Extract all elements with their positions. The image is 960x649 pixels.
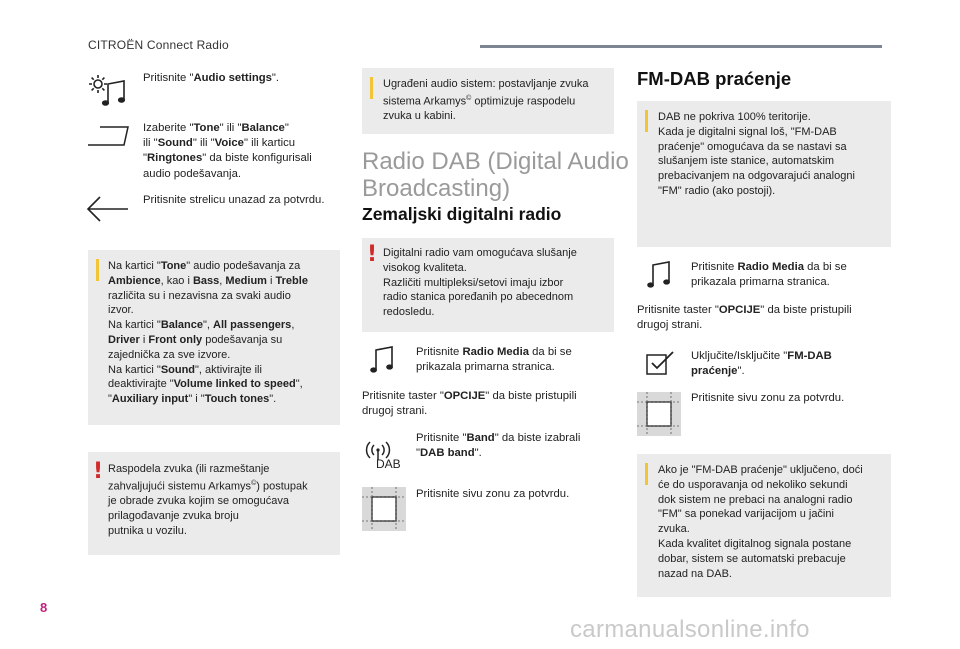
warning-icon: !	[367, 242, 378, 267]
info-tone-text: Na kartici "Tone" audio podešavanja za Ambience, kao i Bass, Medium i Treble različita su i nezavisna za svaki audio izvor. Na kartici "Balance", All passengers, Driver i Front only podešavanja su zajednička za sve izvore. Na kartici "Sound", aktivirajte ili deaktivirajte "Volume linked to speed", "Auxiliary input" i "Touch tones".	[108, 260, 308, 406]
step-grey-zone: Pritisnite sivu zonu za potvrdu.	[416, 488, 570, 500]
info-marker	[370, 77, 373, 99]
info-fm-dab-delay-text: Ako je "FM-DAB praćenje" uključeno, doći će do usporavanja od nekoliko sekundi dok sistem ne prebaci na analogni radio "FM" sa ponekad varijacijom u jačini zvuka. Kada kvalitet digitalnog signala postane dobar, sistem se automatski prebacuje nazad na DAB.	[658, 464, 863, 580]
subsection-title-digital-radio: Zemaljski digitalni radio	[362, 204, 562, 224]
header-title: CITROËN Connect Radio	[88, 38, 229, 52]
info-fm-dab-text: DAB ne pokriva 100% teritorije. Kada je digitalni signal loš, "FM-DAB praćenje" omogućava da se nastavi sa slušanjem iste stanice, automatskim prebacivanjem na odgovarajući analogni "FM" radio (ako postoji).	[658, 111, 855, 197]
radio-media-icon	[647, 260, 673, 290]
checkbox-icon	[645, 350, 675, 376]
watermark: carmanualsonline.info	[570, 616, 810, 643]
warning-arkamys-text: Raspodela zvuka (ili razmeštanje zahvaljujući sistemu Arkamys©) postupak je obrade zvuka kojim se omogućava prilagođavanje zvuka broju putnika u vozilu.	[108, 463, 308, 537]
header-rule	[480, 45, 882, 48]
info-marker	[645, 463, 648, 485]
tab-icon	[86, 124, 132, 148]
section-title-dab: Radio DAB (Digital Audio Broadcasting)	[362, 148, 629, 202]
warning-icon: !	[93, 459, 104, 484]
warning-digital-radio-text: Digitalni radio vam omogućava slušanje visokog kvaliteta. Različiti multipleksi/setovi imaju izbor radio stanica poređanih po abecednom redosledu.	[383, 247, 577, 319]
info-marker	[96, 259, 99, 281]
para-options-fm: Pritisnite taster "OPCIJE" da biste pristupili drugoj strani.	[637, 304, 852, 332]
grey-zone-icon	[637, 392, 681, 436]
grey-zone-icon	[362, 487, 406, 531]
dab-label: DAB	[376, 457, 401, 470]
step-select-tab: Izaberite "Tone" ili "Balance" ili "Sound" ili "Voice" ili karticu "Ringtones" da biste konfigurisali audio podešavanja.	[143, 122, 312, 180]
back-arrow-icon	[86, 194, 130, 224]
info-arkamys-text: Ugrađeni audio sistem: postavljanje zvuka sistema Arkamys© optimizuje raspodelu zvuka u kabini.	[383, 78, 589, 123]
page-number: 8	[40, 600, 48, 615]
step-radio-media: Pritisnite Radio Media da bi se prikazala primarna stranica.	[416, 346, 572, 374]
step-radio-media-fm: Pritisnite Radio Media da bi se prikazala primarna stranica.	[691, 261, 847, 289]
step-back-confirm: Pritisnite strelicu unazad za potvrdu.	[143, 194, 325, 206]
section-title-fm-dab: FM-DAB praćenje	[637, 68, 792, 89]
radio-media-icon	[370, 345, 396, 375]
info-marker	[645, 110, 648, 132]
step-band: Pritisnite "Band" da biste izabrali "DAB band".	[416, 432, 581, 460]
dab-band-icon	[364, 436, 408, 470]
audio-settings-icon	[86, 72, 130, 112]
step-audio-settings: Pritisnite "Audio settings".	[143, 72, 280, 84]
step-toggle-fm-dab: Uključite/Isključite "FM-DAB praćenje".	[691, 350, 832, 378]
step-grey-zone-fm: Pritisnite sivu zonu za potvrdu.	[691, 392, 845, 404]
para-options: Pritisnite taster "OPCIJE" da biste pristupili drugoj strani.	[362, 390, 577, 418]
